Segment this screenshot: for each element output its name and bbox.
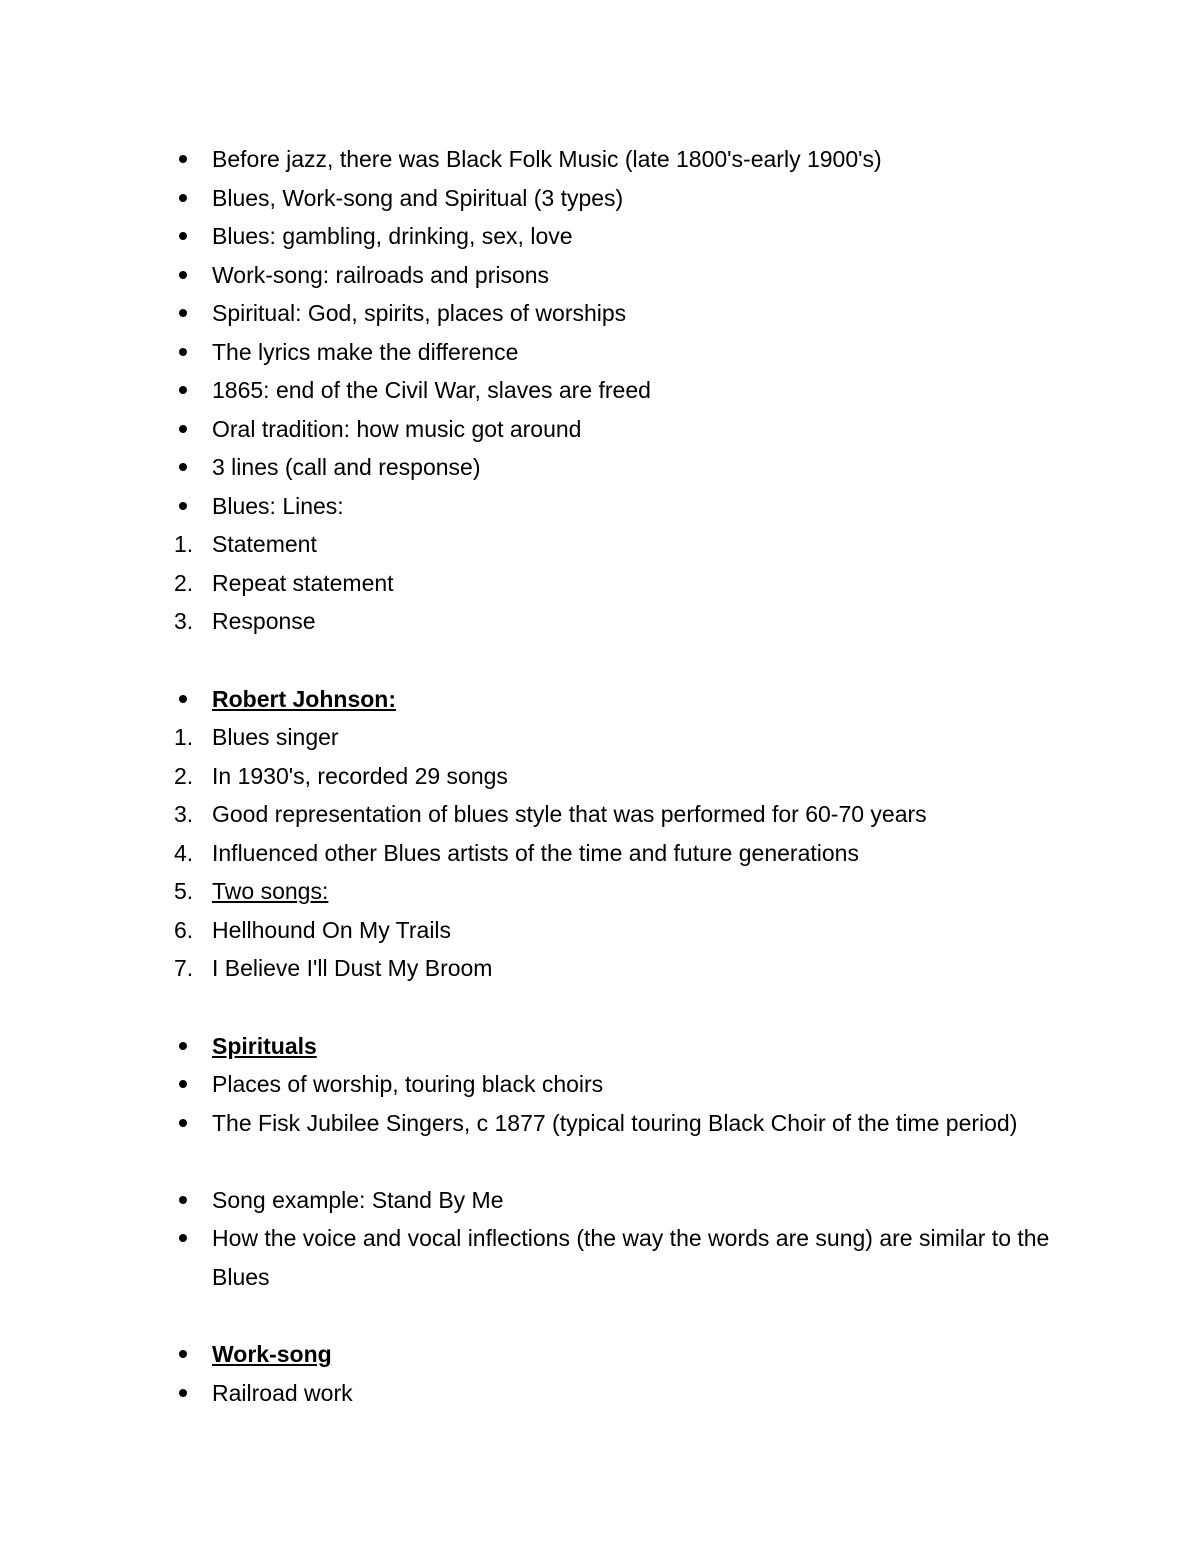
numbered-item xyxy=(0,795,1200,834)
list-item-text: Railroad work xyxy=(212,1379,353,1406)
list-item xyxy=(0,256,1200,295)
numbered-item xyxy=(0,757,1200,796)
numbered-item xyxy=(0,525,1200,564)
list-number: 4. xyxy=(174,839,194,866)
list-item-text: Places of worship, touring black choirs xyxy=(212,1071,604,1097)
section-heading: Spirituals xyxy=(212,1032,317,1059)
list-number: 2. xyxy=(174,569,194,596)
list-number: 2. xyxy=(174,762,194,789)
numbered-item-text: Statement xyxy=(212,531,317,557)
numbered-item-text: Influenced other Blues artists of the time and future generations xyxy=(212,839,859,866)
section-heading-row xyxy=(0,680,1200,719)
numbered-item-text: Two songs: xyxy=(212,878,329,904)
list-item xyxy=(0,1065,1200,1104)
numbered-item-text: Repeat statement xyxy=(212,569,394,596)
list-item-text: 3 lines (call and response) xyxy=(212,454,481,480)
list-item-text: The Fisk Jubilee Singers, c 1877 (typical touring Black Choir of the time period) xyxy=(212,1109,1018,1136)
list-item-text: Blues: gambling, drinking, sex, love xyxy=(212,223,573,249)
numbered-item xyxy=(0,834,1200,873)
section-heading-row xyxy=(0,1335,1200,1374)
list-number: 1. xyxy=(174,531,194,557)
numbered-item-text: Good representation of blues style that was performed for 60-70 years xyxy=(212,801,927,827)
section-spacer xyxy=(0,988,1200,1027)
list-item-text: 1865: end of the Civil War, slaves are freed xyxy=(212,377,651,403)
list-item-text: The lyrics make the difference xyxy=(212,338,519,365)
numbered-item-text: Response xyxy=(212,608,316,634)
list-item xyxy=(0,487,1200,526)
numbered-item-text: Blues singer xyxy=(212,724,339,750)
list-number: 3. xyxy=(174,608,194,634)
numbered-item xyxy=(0,872,1200,911)
list-item xyxy=(0,1104,1200,1181)
list-number: 5. xyxy=(174,878,194,904)
list-item-text: Spiritual: God, spirits, places of worships xyxy=(212,300,627,326)
section-heading: Robert Johnson: xyxy=(212,685,396,712)
numbered-item xyxy=(0,564,1200,603)
list-number: 6. xyxy=(174,916,194,943)
list-item-text: Blues, Work-song and Spiritual (3 types) xyxy=(212,184,624,211)
list-item xyxy=(0,294,1200,333)
list-item xyxy=(0,140,1200,179)
section-spacer xyxy=(0,1296,1200,1335)
list-number: 3. xyxy=(174,801,194,827)
list-item xyxy=(0,1219,1200,1296)
list-item xyxy=(0,448,1200,487)
section-heading: Work-song xyxy=(212,1341,332,1367)
list-item xyxy=(0,1181,1200,1220)
numbered-item-text: I Believe I'll Dust My Broom xyxy=(212,955,493,981)
numbered-item xyxy=(0,718,1200,757)
list-item-text: Before jazz, there was Black Folk Music (late 1800's-early 1900's) xyxy=(212,146,882,172)
numbered-item-text: Hellhound On My Trails xyxy=(212,916,452,943)
document-page xyxy=(0,140,1200,1412)
list-item xyxy=(0,1374,1200,1413)
list-item xyxy=(0,179,1200,218)
numbered-item xyxy=(0,602,1200,641)
numbered-item-text: In 1930's, recorded 29 songs xyxy=(212,762,508,789)
numbered-item xyxy=(0,949,1200,988)
list-item-text: Oral tradition: how music got around xyxy=(212,415,582,442)
list-item xyxy=(0,333,1200,372)
list-number: 1. xyxy=(174,724,194,750)
list-item-text: How the voice and vocal inflections (the way the words are sung) are similar to the Blues xyxy=(212,1225,1050,1290)
section-spacer xyxy=(0,641,1200,680)
list-number: 7. xyxy=(174,955,194,981)
list-item xyxy=(0,217,1200,256)
list-item xyxy=(0,371,1200,410)
list-item-text: Blues: Lines: xyxy=(212,492,344,519)
list-item-text: Work-song: railroads and prisons xyxy=(212,261,550,288)
list-item xyxy=(0,410,1200,449)
numbered-item xyxy=(0,911,1200,950)
section-heading-row xyxy=(0,1027,1200,1066)
list-item-text: Song example: Stand By Me xyxy=(212,1186,504,1213)
